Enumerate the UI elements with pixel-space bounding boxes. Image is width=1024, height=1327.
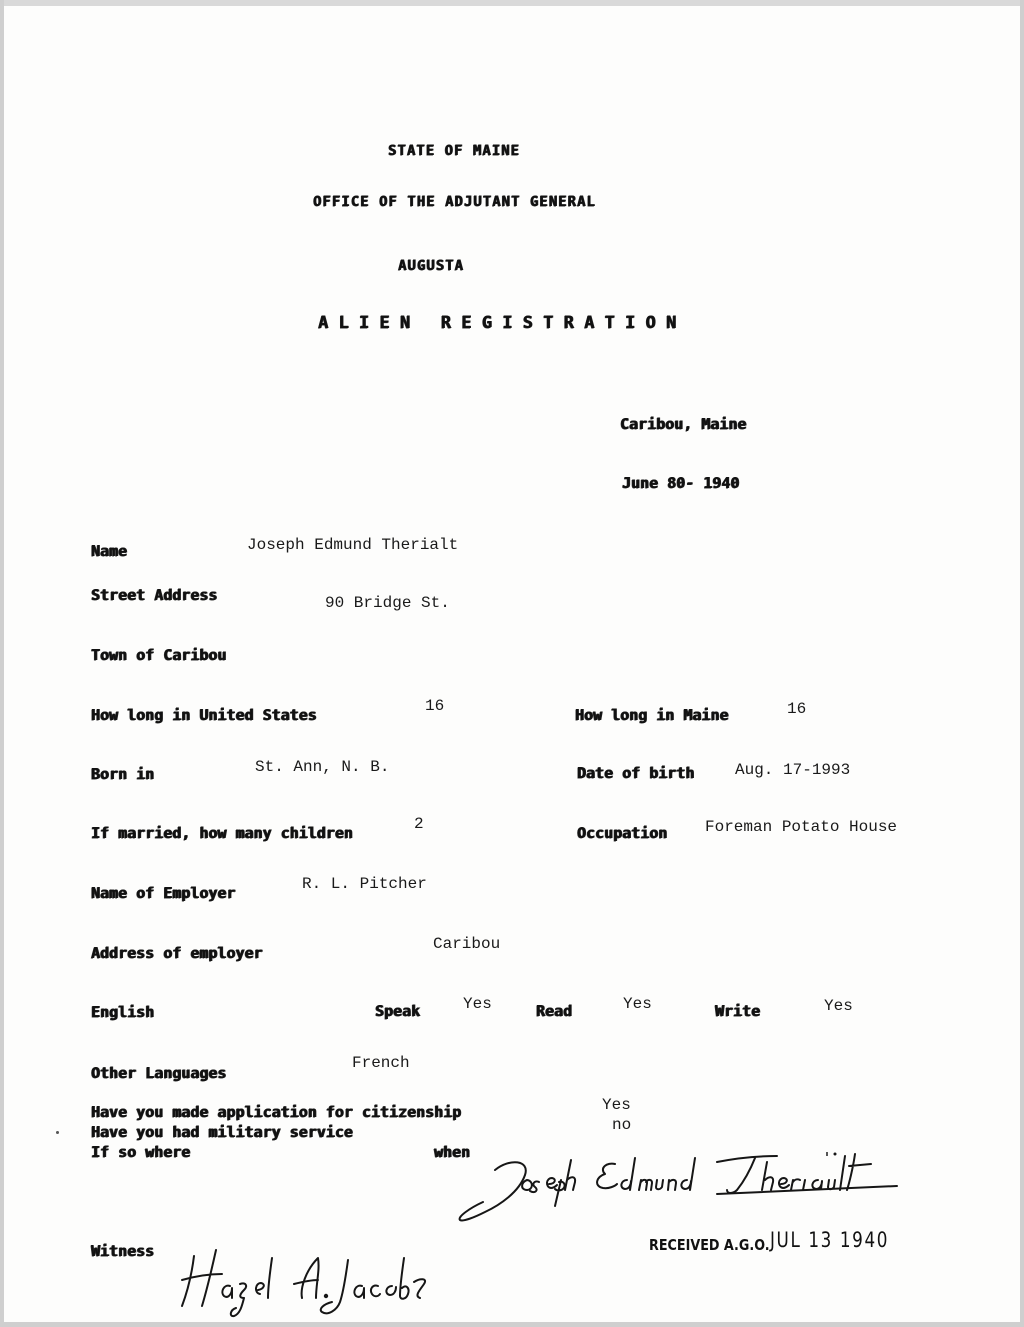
signature-dot bbox=[834, 1153, 837, 1156]
dob-value: Aug. 17-1993 bbox=[735, 761, 851, 779]
other-lang-label: Other Languages bbox=[91, 1064, 227, 1082]
born-value: St. Ann, N. B. bbox=[255, 758, 390, 776]
where-label: If so where bbox=[91, 1143, 191, 1161]
scan-speck bbox=[826, 1152, 828, 1156]
when-label: when bbox=[434, 1143, 471, 1161]
place: Caribou, Maine bbox=[620, 415, 747, 433]
write-value: Yes bbox=[824, 997, 853, 1015]
scan-edge-right bbox=[1020, 0, 1024, 1327]
read-label: Read bbox=[536, 1002, 573, 1020]
how-long-us-value: 16 bbox=[425, 697, 445, 715]
witness-signature bbox=[178, 1236, 438, 1320]
scan-speck bbox=[56, 1131, 59, 1134]
header-office: OFFICE OF THE ADJUTANT GENERAL bbox=[313, 194, 596, 210]
employer-value: R. L. Pitcher bbox=[302, 875, 427, 893]
employer-label: Name of Employer bbox=[91, 884, 236, 902]
header-title: A L I E N R E G I S T R A T I O N bbox=[318, 313, 677, 333]
street-label: Street Address bbox=[91, 586, 218, 604]
witness-label: Witness bbox=[91, 1242, 155, 1260]
born-label: Born in bbox=[91, 765, 155, 783]
scan-edge-top bbox=[0, 0, 1024, 6]
date: June 80- 1940 bbox=[622, 474, 740, 492]
read-value: Yes bbox=[623, 995, 652, 1013]
speak-label: Speak bbox=[375, 1002, 421, 1020]
how-long-maine-value: 16 bbox=[787, 700, 807, 718]
employer-address-value: Caribou bbox=[433, 935, 501, 953]
children-label: If married, how many children bbox=[91, 824, 353, 842]
dob-label: Date of birth bbox=[577, 764, 695, 782]
received-stamp-date: JUL 13 1940 bbox=[770, 1228, 890, 1252]
name-label: Name bbox=[91, 542, 128, 560]
how-long-us-label: How long in United States bbox=[91, 706, 317, 724]
street-value: 90 Bridge St. bbox=[325, 594, 450, 612]
name-value: Joseph Edmund Therialt bbox=[247, 536, 459, 554]
children-value: 2 bbox=[414, 815, 424, 833]
citizenship-value: Yes bbox=[602, 1096, 631, 1114]
english-label: English bbox=[91, 1003, 155, 1021]
citizenship-label: Have you made application for citizenship bbox=[91, 1103, 462, 1121]
speak-value: Yes bbox=[463, 995, 492, 1013]
received-stamp: RECEIVED A.G.O. bbox=[649, 1236, 770, 1254]
occupation-value: Foreman Potato House bbox=[705, 818, 898, 836]
military-label: Have you had military service bbox=[91, 1123, 353, 1141]
how-long-maine-label: How long in Maine bbox=[575, 706, 729, 724]
header-state: STATE OF MAINE bbox=[388, 143, 521, 159]
scan-edge-bottom bbox=[0, 1322, 1024, 1327]
write-label: Write bbox=[715, 1002, 761, 1020]
occupation-label: Occupation bbox=[577, 824, 668, 842]
header-city: AUGUSTA bbox=[398, 258, 465, 274]
other-lang-value: French bbox=[352, 1054, 410, 1072]
military-value: no bbox=[612, 1116, 632, 1134]
employer-address-label: Address of employer bbox=[91, 944, 263, 962]
town-label: Town of Caribou bbox=[91, 646, 227, 664]
registrant-signature bbox=[455, 1150, 905, 1230]
scan-edge-left bbox=[0, 0, 4, 1327]
